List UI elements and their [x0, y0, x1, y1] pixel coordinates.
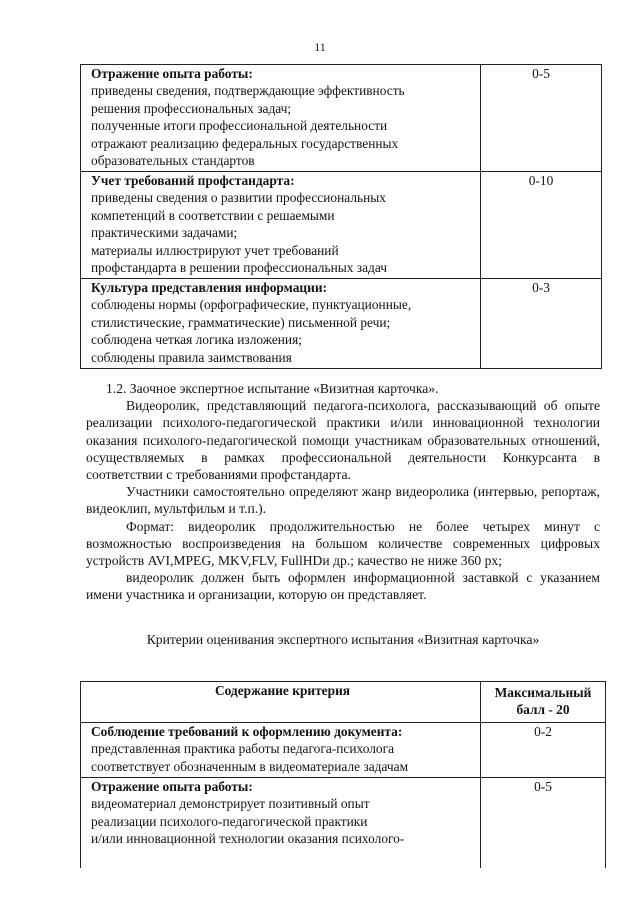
criterion-line: решения профессиональных задач;	[91, 100, 292, 116]
criterion-line: стилистические, грамматические) письменной речи;	[91, 314, 391, 330]
criterion-title: Учет требований профстандарта:	[91, 173, 295, 188]
criterion-line: приведены сведения, подтверждающие эффективность	[91, 83, 405, 99]
criterion-cell	[81, 65, 481, 172]
criterion-line: полученные итоги профессиональной деятельности	[91, 118, 388, 134]
paragraph: видеоролик должен быть оформлен информационной заставкой с указанием имени участника и организации, которую он представляет.	[86, 570, 600, 603]
criteria-table-continued	[80, 64, 602, 369]
paragraph: Видеоролик, представляющий педагога-психолога, рассказывающий об опыте реализации психолого-педагогической практики и/или инновационной технологии оказания психолого-педагогической помощи участникам образовательных отношений, осуществляемых в рамках профессиональной деятельности Конкурсанта в соответствии с требованиями профстандарта.	[86, 398, 600, 483]
criterion-line: приведены сведения о развитии профессиональных	[91, 190, 386, 206]
score-cell: 0-10	[481, 172, 602, 279]
criterion-cell	[81, 172, 481, 279]
criterion-line: соблюдены нормы (орфографические, пунктуационные,	[91, 297, 412, 313]
criterion-title: Отражение опыта работы:	[91, 779, 253, 794]
criterion-line: практическими задачами;	[91, 225, 238, 241]
header-criteria: Содержание критерия	[81, 682, 481, 723]
criterion-line: видеоматериал демонстрирует позитивный опыт	[91, 796, 370, 812]
section-heading: 1.2. Заочное экспертное испытание «Визитная карточка».	[106, 381, 439, 396]
criterion-line: образовательных стандартов	[91, 153, 255, 169]
score-cell: 0-2	[481, 723, 606, 778]
criterion-line: и/или инновационной технологии оказания психолого-	[91, 831, 405, 847]
criterion-title: Соблюдение требований к оформлению документа:	[91, 724, 403, 739]
page-number: 11	[314, 40, 326, 54]
table-row	[81, 172, 602, 279]
score-cell: 0-5	[481, 778, 606, 869]
section-body	[86, 380, 600, 648]
table-caption: Критерии оценивания экспертного испытания «Визитная карточка»	[146, 631, 540, 647]
header-max-score-line: Максимальный	[494, 685, 592, 700]
criterion-title: Отражение опыта работы:	[91, 66, 253, 81]
criterion-line: реализации психолого-педагогической практики	[91, 813, 368, 829]
score-cell: 0-5	[481, 65, 602, 172]
criterion-title: Культура представления информации:	[91, 280, 327, 295]
score-cell: 0-3	[481, 279, 602, 369]
paragraph: Формат: видеоролик продолжительностью не более четырех минут с возможностью воспроизведения на большом количестве современных цифровых устройств AVI,MPEG, MKV,FLV, FullHDи др.; качество не ниже 360 px;	[86, 518, 600, 569]
criterion-cell	[81, 778, 481, 869]
criterion-line: отражают реализацию федеральных государственных	[91, 135, 399, 151]
criterion-line: профстандарта в решении профессиональных задач	[91, 260, 387, 276]
criterion-line: соблюдены правила заимствования	[91, 349, 292, 365]
header-max-score	[481, 682, 606, 723]
paragraph: Участники самостоятельно определяют жанр видеоролика (интервью, репортаж, видеоклип, мультфильм и т.п.).	[86, 484, 600, 517]
table-header-row	[81, 682, 606, 723]
criterion-cell	[81, 279, 481, 369]
criteria-table	[80, 681, 606, 868]
criterion-line: материалы иллюстрируют учет требований	[91, 242, 339, 258]
criterion-line: компетенций в соответствии с решаемыми	[91, 207, 335, 223]
header-max-score-line: балл - 20	[516, 702, 570, 717]
table-row	[81, 778, 606, 869]
table-row	[81, 279, 602, 369]
criterion-line: представленная практика работы педагога-психолога	[91, 741, 395, 757]
criterion-line: соответствует обозначенным в видеоматериале задачам	[91, 758, 409, 774]
criterion-line: соблюдена четкая логика изложения;	[91, 332, 302, 348]
table-row	[81, 723, 606, 778]
table-row	[81, 65, 602, 172]
criterion-cell	[81, 723, 481, 778]
